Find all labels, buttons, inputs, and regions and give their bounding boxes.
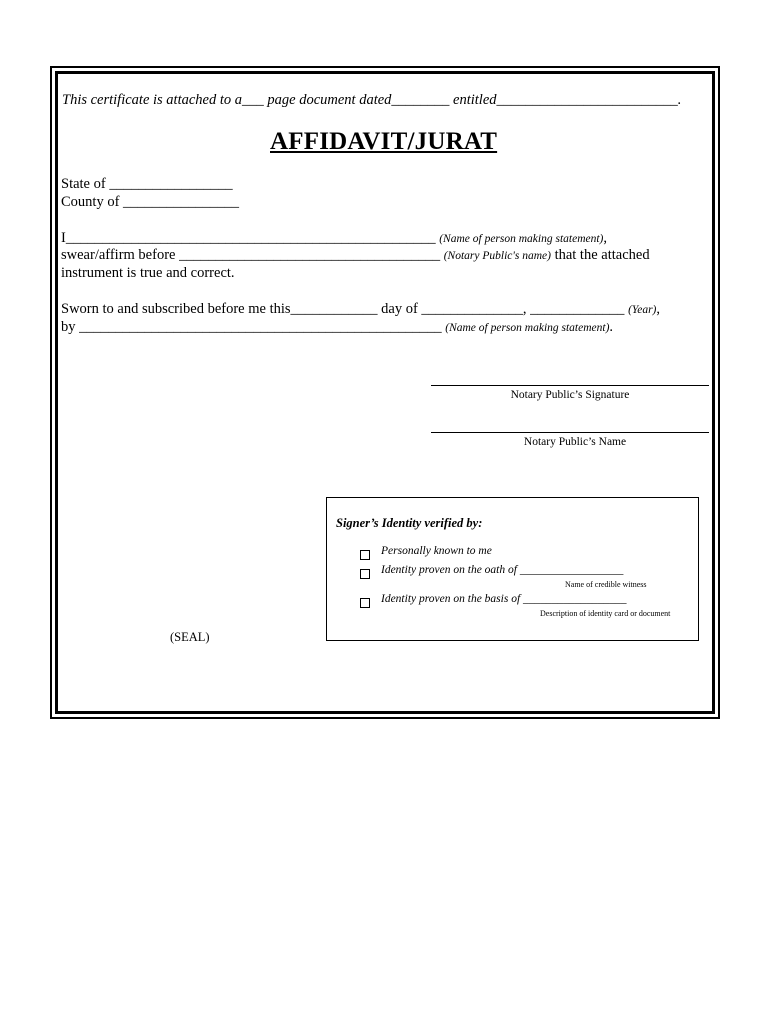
oath-checkbox[interactable] — [360, 566, 370, 584]
sworn-line-1 — [61, 301, 660, 318]
year-caption: (Year) — [628, 304, 657, 316]
id-basis-checkbox[interactable] — [360, 595, 370, 613]
identity-heading: Signer’s Identity verified by: — [336, 516, 483, 530]
oath-label: Identity proven on the oath of __________________ — [381, 564, 624, 576]
sworn-line-2 — [61, 319, 613, 336]
county-field: County of ________________ — [61, 194, 240, 210]
sworn-line-2-period: . — [609, 319, 614, 335]
notary-name-blank: swear/affirm before ____________________________________ — [61, 247, 441, 263]
personally-known-checkbox[interactable] — [360, 547, 370, 565]
notary-signature-line — [431, 385, 709, 386]
seal-label: (SEAL) — [170, 630, 210, 644]
id-basis-label: Identity proven on the basis of __________________ — [381, 593, 627, 605]
notary-signature-label: Notary Public’s Signature — [510, 389, 630, 401]
state-field: State of _________________ — [61, 176, 233, 192]
document-title: AFFIDAVIT/JURAT — [270, 128, 498, 155]
sworn-by-caption: (Name of person making statement) — [445, 322, 610, 334]
statement-line-2-suffix: that the attached — [554, 247, 650, 263]
notary-name-caption: (Notary Public's name) — [443, 250, 551, 262]
sworn-date-blanks: Sworn to and subscribed before me this____________ day of ______________, _____________ — [61, 301, 625, 317]
person-name-blank: I___________________________________________________ — [61, 230, 436, 246]
statement-line-1-comma: , — [603, 230, 608, 246]
personally-known-label: Personally known to me — [381, 545, 492, 557]
credible-witness-caption: Name of credible witness — [565, 580, 647, 589]
person-name-caption: (Name of person making statement) — [439, 233, 604, 245]
statement-line-3: instrument is true and correct. — [61, 265, 235, 281]
id-document-caption: Description of identity card or document — [540, 609, 671, 618]
notary-name-line — [431, 432, 709, 433]
notary-name-label: Notary Public’s Name — [523, 436, 627, 448]
sworn-by-blank: by __________________________________________________ — [61, 319, 442, 335]
statement-line-1 — [61, 230, 607, 247]
statement-line-2 — [61, 247, 650, 264]
sworn-line-1-comma: , — [656, 301, 661, 317]
attached-to-line: This certificate is attached to a___ page document dated________ entitled_________________________. — [62, 92, 682, 108]
